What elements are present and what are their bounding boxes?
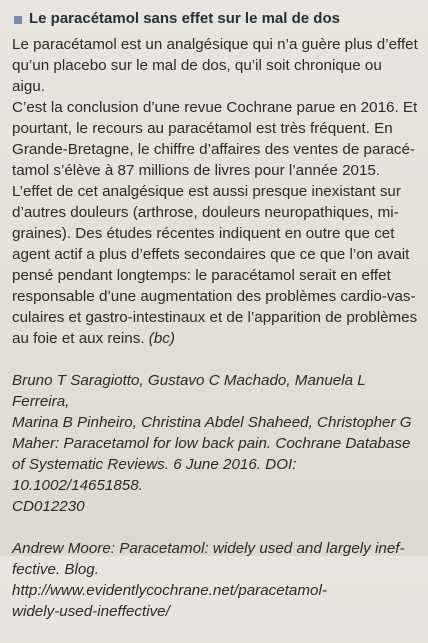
article-body bbox=[12, 34, 418, 349]
author-tag: (bc) bbox=[148, 330, 175, 347]
references bbox=[12, 349, 418, 643]
article-heading bbox=[12, 10, 418, 28]
article-title: Le paracétamol sans effet sur le mal de dos bbox=[29, 10, 340, 27]
article-body-text: Le paracétamol est un analgésique qui n’a guère plus d’effet qu’un placebo sur le mal de dos, qu’il soit chronique ou aigu. C’est la conclusion d’une revue Cochrane parue en 2016. Et pourtant, le recours au paracétamol est très fréquent. En Grande-Bretagne, le chiffre d’affaires des ventes de paracé- tamol s’élève à 87 millions de livres pour l’année 2015. L’effet de cet analgésique est aussi presque inexistant sur d’autres douleurs (arthrose, douleurs neuropathiques, mi- graines). Des études récentes indiquent en outre que cet agent actif a plus d’effets secondaires que ce que l’on avait pensé pendant longtemps: le paracétamol serait en effet responsable d’une augmentation des problèmes cardio-vas- culaires et gastro-intestinaux et de l’apparition de problèmes au foie et aux reins. bbox=[12, 36, 418, 347]
reference-item: Bruno T Saragiotto, Gustavo C Machado, Manuela L Ferreira, Marina B Pinheiro, Christina Abdel Shaheed, Christopher G Maher: Paracetamol for low back pain. Cochrane Database of Systematic Reviews. 6 June 2016. DOI: 10.1002/14651858. CD012230 bbox=[12, 372, 412, 515]
reference-item: Andrew Moore: Paracetamol: widely used and largely inef- fective. Blog. http://www.evidentlycochrane.net/paracetamol- widely-used-ineffective/ bbox=[12, 540, 405, 620]
square-bullet-icon bbox=[14, 16, 22, 24]
